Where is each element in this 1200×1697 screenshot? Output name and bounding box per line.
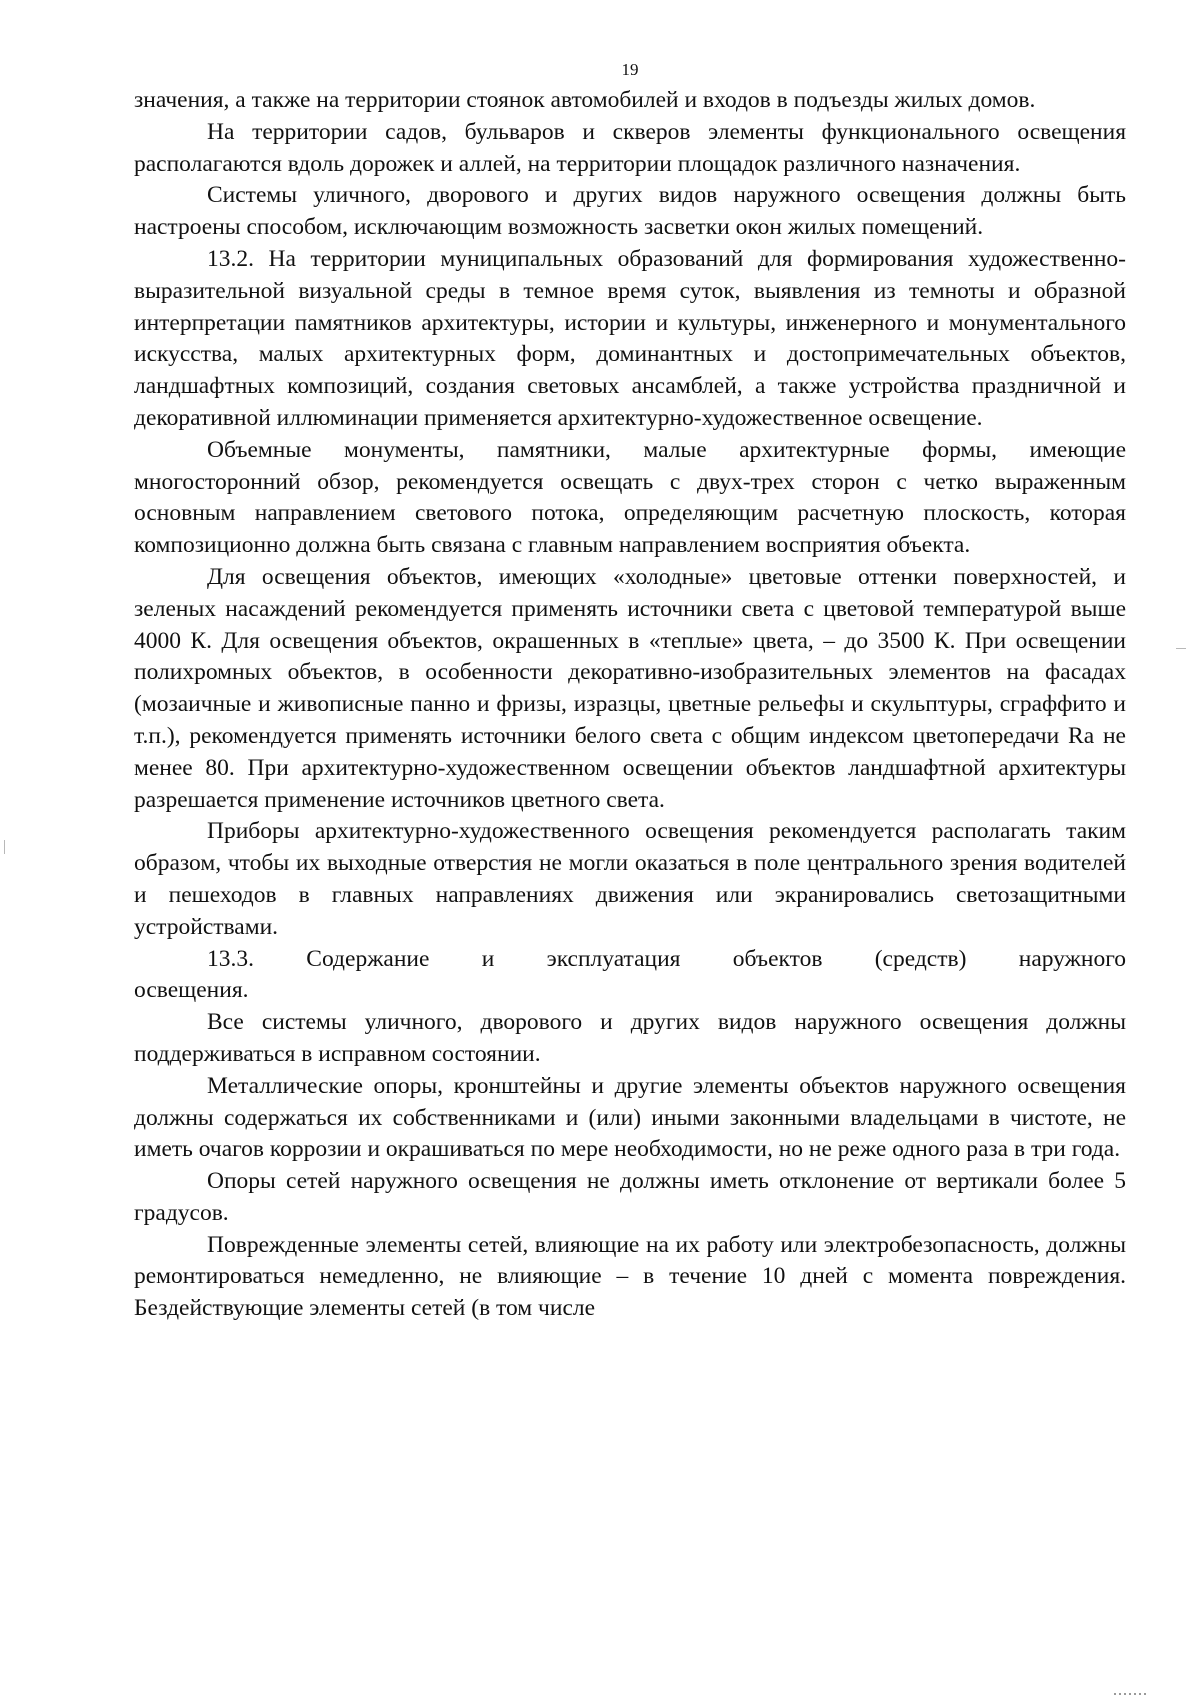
scan-mark — [1176, 648, 1186, 649]
paragraph-metal-supports: Металлические опоры, кронштейны и другие элементы объектов наружного освещения должны содержаться их собственниками и (или) иными законными владельцами в чистоте, не иметь очагов коррозии и окрашиваться по мере необходимости, но не реже одного раза в три года. — [134, 1072, 1126, 1163]
paragraph-continuation: значения, а также на территории стоянок автомобилей и входов в подъезды жилых домов. — [134, 87, 1036, 113]
paragraph-damaged-elements: Поврежденные элементы сетей, влияющие на их работу или электробезопасность, должны ремонтироваться немедленно, не влияющие – в течение 10 дней с момента повреждения. Бездействующие элементы сетей (в том числе — [134, 1231, 1126, 1322]
paragraph-13-2-architectural-lighting: 13.2. На территории муниципальных образований для формирования художественно-выразительной визуальной среды в темное время суток, выявления из темноты и образной интерпретации памятников архитектуры, истории и культуры, инженерного и монументального искусства, малых архитектурных форм, доминантных и достопримечательных объектов, ландшафтных композиций, создания световых ансамблей, а также устройства праздничной и декоративной иллюминации применяется архитектурно-художественное освещение. — [134, 245, 1126, 431]
paragraph-color-temperature: Для освещения объектов, имеющих «холодные» цветовые оттенки поверхностей, и зеленых насаждений рекомендуется применять источники света с цветовой температурой выше 4000 К. Для освещения объектов, окрашенных в «теплые» цвета, – до 3500 К. При освещении полихромных объектов, в особенности декоративно-изобразительных элементов на фасадах (мозаичные и живописные панно и фризы, изразцы, цветные рельефы и скульптуры, сграффито и т.п.), рекомендуется применять источники белого света с общим индексом цветопередачи Ra не менее 80. При архитектурно-художественном освещении объектов ландшафтной архитектуры разрешается применение источников цветного света. — [134, 563, 1126, 813]
scan-mark — [4, 840, 5, 854]
section-13-3-heading: 13.3. Содержание и эксплуатация объектов (средств) наружного — [207, 945, 1126, 972]
paragraph-gardens-lighting: На территории садов, бульваров и скверов элементы функционального освещения располагаются вдоль дорожек и аллей, на территории площадок различного назначения. — [134, 118, 1126, 177]
paragraph-street-lighting-systems: Системы уличного, дворового и других видов наружного освещения должны быть настроены способом, исключающим возможность засветки окон жилых помещений. — [134, 182, 1126, 241]
paragraph-support-deviation: Опоры сетей наружного освещения не должны иметь отклонение от вертикали более 5 градусов. — [134, 1168, 1126, 1226]
paragraph-monuments-lighting: Объемные монументы, памятники, малые архитектурные формы, имеющие многосторонний обзор, рекомендуется освещать с двух-трех сторон с четко выраженным основным направлением светового потока, определяющим расчетную плоскость, которая композиционно должна быть связана с главным направлением восприятия объекта. — [134, 436, 1126, 559]
document-page — [134, 60, 1126, 1325]
page-number: 19 — [621, 60, 639, 79]
paragraph-fixture-placement: Приборы архитектурно-художественного освещения рекомендуется располагать таким образом, чтобы их выходные отверстия не могли оказаться в поле центрального зрения водителей и пешеходов в главных направлениях движения или экранировались светозащитными устройствами. — [134, 818, 1126, 940]
section-13-3-heading-continuation: освещения. — [134, 977, 249, 1004]
scan-mark — [1114, 1693, 1148, 1695]
paragraph-maintenance-systems: Все системы уличного, дворового и других видов наружного освещения должны поддерживаться в исправном состоянии. — [134, 1009, 1126, 1067]
